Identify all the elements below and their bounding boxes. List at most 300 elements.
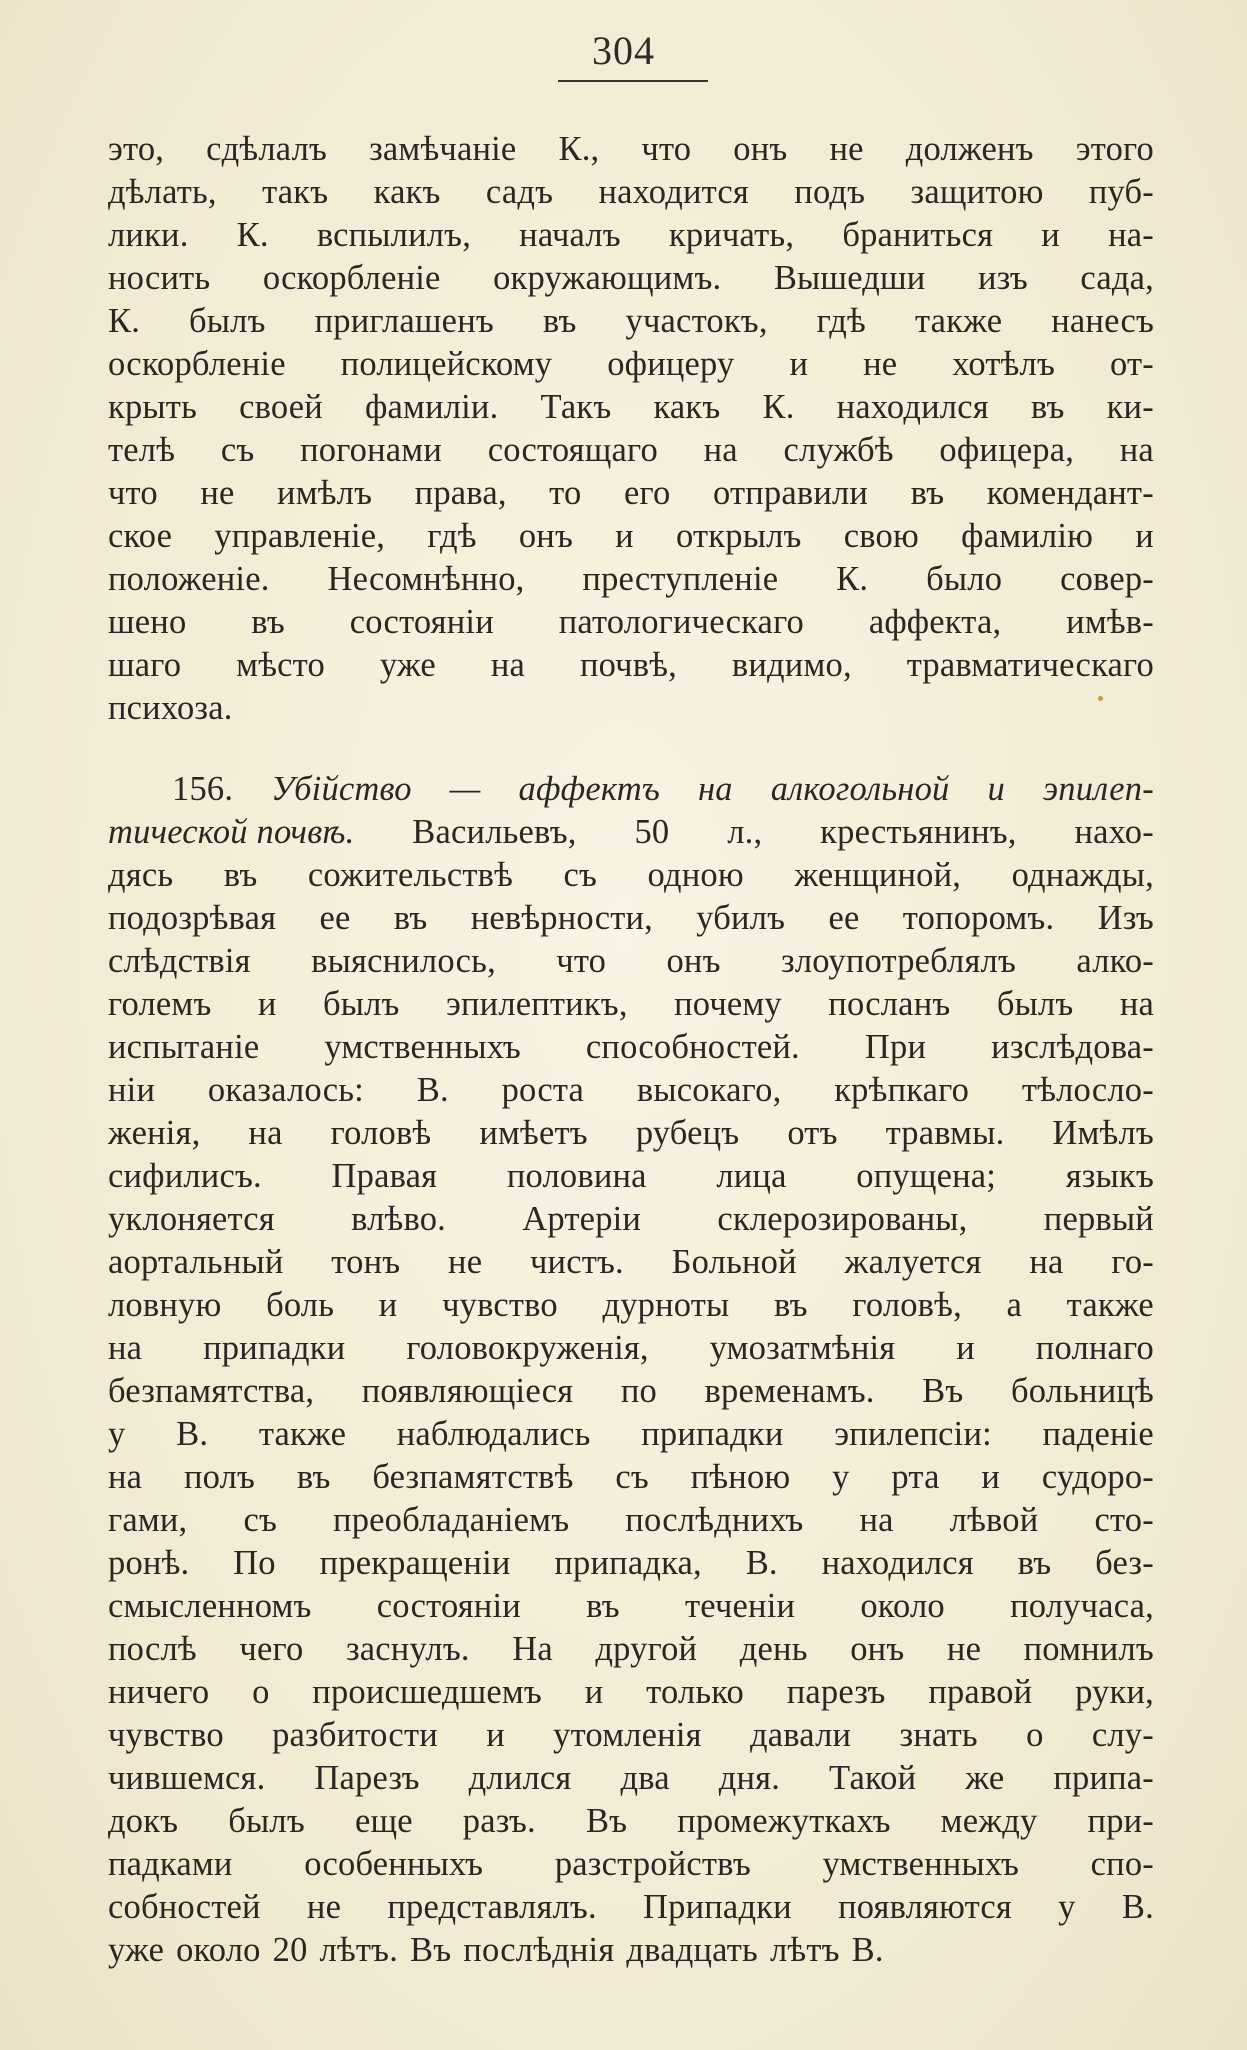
word: лѣтъ. <box>319 1931 399 1969</box>
word: При <box>864 1028 927 1066</box>
word: также <box>258 1415 347 1453</box>
word: онъ <box>850 1630 905 1668</box>
word: эпилепсіи: <box>834 1415 992 1453</box>
word: гдѣ <box>427 517 477 555</box>
word: въ <box>223 856 258 894</box>
word: съ <box>243 1501 277 1539</box>
word: По <box>233 1544 276 1582</box>
word: тонъ <box>331 1243 401 1281</box>
word: изъ <box>977 259 1028 297</box>
word: спо- <box>1090 1845 1154 1883</box>
word: въ <box>586 1587 620 1625</box>
word: по <box>620 1372 657 1410</box>
word: полъ <box>183 1458 256 1496</box>
word: разъ. <box>462 1802 536 1840</box>
word: шаго <box>108 646 182 684</box>
word: два <box>620 1759 670 1797</box>
word: топоромъ. <box>902 899 1055 937</box>
word: одною <box>647 856 744 894</box>
word: разбитости <box>272 1716 438 1754</box>
word: дня. <box>718 1759 781 1797</box>
word: не <box>448 1243 483 1281</box>
word: имѣлъ <box>277 474 373 512</box>
word: отправили <box>712 474 869 512</box>
text-line <box>108 854 1154 897</box>
word: К. <box>236 216 269 254</box>
word: только <box>646 1673 744 1711</box>
text-line <box>108 429 1154 472</box>
word: имѣв- <box>1066 603 1154 641</box>
word: въ <box>393 899 428 937</box>
text-line <box>108 171 1154 214</box>
word: патологическаго <box>558 603 805 641</box>
word: на <box>859 1501 894 1539</box>
word: состояніи <box>349 603 494 641</box>
word: почему <box>674 985 782 1023</box>
word: языкъ <box>1065 1157 1154 1195</box>
word: безпамятства, <box>108 1372 315 1410</box>
word: аортальный <box>108 1243 284 1281</box>
word: лики. <box>108 216 189 254</box>
word: — <box>449 770 481 808</box>
word: послѣднихъ <box>625 1501 804 1539</box>
word: службѣ <box>783 431 894 469</box>
text-line <box>108 214 1154 257</box>
word: аффектъ <box>518 770 660 808</box>
word: крестьянинъ, <box>820 813 1017 851</box>
word: въ <box>296 1458 331 1496</box>
word: Въ <box>922 1372 964 1410</box>
word: головѣ, <box>852 1286 962 1324</box>
word: управленіе, <box>214 517 386 555</box>
text-line <box>108 386 1154 429</box>
word: испытаніе <box>108 1028 260 1066</box>
word: съ <box>615 1458 649 1496</box>
text-line <box>108 1413 1154 1456</box>
word: Вышедши <box>773 259 926 297</box>
word: чувство <box>108 1716 224 1754</box>
word: безпамятствѣ <box>372 1458 574 1496</box>
word: без- <box>1095 1544 1154 1582</box>
text-line <box>108 1714 1154 1757</box>
word: было <box>926 560 1003 598</box>
word: ее <box>828 899 860 937</box>
word: лѣвой <box>949 1501 1039 1539</box>
word: также <box>1066 1286 1154 1324</box>
word: двадцать <box>626 1931 758 1969</box>
word: Правая <box>331 1157 438 1195</box>
text-line <box>108 1757 1154 1800</box>
word: докъ <box>108 1802 179 1840</box>
word: началъ <box>519 216 621 254</box>
ink-speck <box>1098 696 1103 701</box>
word: что <box>641 130 692 168</box>
word: погонами <box>300 431 443 469</box>
word: психоза. <box>108 689 233 727</box>
word: нахо- <box>1074 813 1154 851</box>
word: въ <box>251 603 285 641</box>
word: гдѣ <box>816 302 866 340</box>
word: то <box>549 474 582 512</box>
word: другой <box>595 1630 698 1668</box>
word: давали <box>750 1716 852 1754</box>
word: какъ <box>373 173 441 211</box>
word: совер- <box>1060 560 1154 598</box>
word: боль <box>266 1286 335 1324</box>
word: между <box>940 1802 1038 1840</box>
word: чувство <box>442 1286 558 1324</box>
word: сада, <box>1080 259 1154 297</box>
word: ловную <box>108 1286 222 1324</box>
word: подъ <box>794 173 866 211</box>
word: не <box>863 345 898 383</box>
text-line <box>108 811 1154 854</box>
word: полнаго <box>1035 1329 1154 1367</box>
word: на <box>697 770 733 808</box>
word: утомленія <box>553 1716 702 1754</box>
text-line <box>108 1800 1154 1843</box>
word: открылъ <box>676 517 802 555</box>
word: крѣпкаго <box>834 1071 970 1109</box>
word: браниться <box>842 216 994 254</box>
word: големъ <box>108 985 212 1023</box>
word: и <box>486 1716 505 1754</box>
word: умственныхъ <box>822 1845 1019 1883</box>
word: прекращеніи <box>319 1544 511 1582</box>
text-line <box>108 940 1154 983</box>
word: и <box>1041 216 1060 254</box>
word: появляющіеся <box>361 1372 574 1410</box>
word: находился <box>836 388 989 426</box>
word: у <box>832 1458 850 1496</box>
word: о <box>252 1673 270 1711</box>
word: же <box>965 1759 1005 1797</box>
word: К. <box>836 560 869 598</box>
word: телѣ <box>108 431 176 469</box>
text-line <box>108 1886 1154 1929</box>
word: съ <box>563 856 598 894</box>
word: въ <box>774 1286 808 1324</box>
section-title-end: тической почвѣ. <box>108 813 355 851</box>
paragraph-case-k <box>108 128 1154 730</box>
word: и <box>378 1286 398 1324</box>
word: преобладаніемъ <box>333 1501 570 1539</box>
word: алко- <box>1076 942 1154 980</box>
word: эпилептикъ, <box>445 985 628 1023</box>
word: Парезъ <box>314 1759 420 1797</box>
word: Убійство <box>271 770 412 808</box>
word: такъ <box>262 173 329 211</box>
word: 156. <box>172 770 234 808</box>
word: комендант- <box>986 474 1154 512</box>
word: у <box>1058 1888 1076 1926</box>
text-line <box>108 1671 1154 1714</box>
word: при- <box>1087 1802 1154 1840</box>
word: припа- <box>1053 1759 1154 1797</box>
word: пуб- <box>1088 173 1154 211</box>
word: носить <box>108 259 211 297</box>
word: хотѣлъ <box>952 345 1056 383</box>
word: Въ <box>410 1931 452 1969</box>
word: въ <box>910 474 945 512</box>
word: въ <box>1017 1544 1052 1582</box>
word: припадки <box>641 1415 784 1453</box>
word: еще <box>354 1802 413 1840</box>
word: не <box>829 130 864 168</box>
word: алкогольной <box>770 770 950 808</box>
word: жалуется <box>844 1243 982 1281</box>
word: и <box>956 1329 975 1367</box>
word: почвѣ, <box>579 646 677 684</box>
word: получаса, <box>1010 1587 1154 1625</box>
word: на <box>1119 985 1154 1023</box>
word: былъ <box>996 985 1074 1023</box>
word: о <box>1026 1716 1044 1754</box>
word: чистъ. <box>530 1243 624 1281</box>
text-line <box>108 300 1154 343</box>
word: ское <box>108 517 173 555</box>
word: этого <box>1075 130 1154 168</box>
word: фамилію <box>961 517 1094 555</box>
word: теченіи <box>685 1587 796 1625</box>
word: от- <box>1109 345 1154 383</box>
word: рубецъ <box>635 1114 740 1152</box>
word: съ <box>220 431 255 469</box>
text-line <box>108 257 1154 300</box>
word: у <box>108 1415 126 1453</box>
word: рта <box>891 1458 940 1496</box>
text-line <box>108 343 1154 386</box>
word: способностей. <box>585 1028 800 1066</box>
word: В. <box>1121 1888 1154 1926</box>
word: головѣ <box>330 1114 432 1152</box>
word: какъ <box>653 388 721 426</box>
word: В. <box>416 1071 449 1109</box>
word: былъ <box>322 985 400 1023</box>
word: смысленномъ <box>108 1587 312 1625</box>
page-number-rule <box>558 80 708 82</box>
word: однажды, <box>1011 856 1154 894</box>
text-line <box>108 1585 1154 1628</box>
text-line <box>108 1499 1154 1542</box>
word: ніи <box>108 1071 156 1109</box>
word: сифилисъ. <box>108 1157 262 1195</box>
word: послѣ <box>108 1630 197 1668</box>
word: на- <box>1108 216 1154 254</box>
word: Такъ <box>540 388 612 426</box>
word: Больной <box>671 1243 797 1281</box>
word: полицейскому <box>340 345 553 383</box>
word: фамиліи. <box>364 388 499 426</box>
word: его <box>623 474 671 512</box>
word: подозрѣвая <box>108 899 277 937</box>
word: около <box>860 1587 945 1625</box>
word: правой <box>928 1673 1033 1711</box>
word: нанесъ <box>1051 302 1154 340</box>
text-line <box>108 601 1154 644</box>
word: и <box>987 770 1005 808</box>
word: оскорбленіе <box>262 259 441 297</box>
word: женія, <box>108 1114 201 1152</box>
word: и <box>257 985 277 1023</box>
word: приглашенъ <box>314 302 494 340</box>
word: На <box>512 1630 553 1668</box>
word: лица <box>716 1157 787 1195</box>
word: а <box>1006 1286 1023 1324</box>
word: онъ <box>518 517 573 555</box>
word: не <box>306 1888 342 1926</box>
word: дясь <box>108 856 174 894</box>
word: на <box>248 1114 283 1152</box>
word: оказалось: <box>207 1071 364 1109</box>
paragraph-case-156 <box>108 768 1154 1972</box>
word: наблюдались <box>396 1415 591 1453</box>
word: припадки <box>203 1329 346 1367</box>
text-line <box>108 1628 1154 1671</box>
text-line <box>108 1370 1154 1413</box>
word: парезъ <box>786 1673 886 1711</box>
word: вспылилъ, <box>316 216 472 254</box>
word: больницѣ <box>1010 1372 1154 1410</box>
word: не <box>200 474 235 512</box>
word: чившемся. <box>108 1759 266 1797</box>
word: имѣетъ <box>479 1114 588 1152</box>
word: офицеру <box>607 345 735 383</box>
word: ничего <box>108 1673 210 1711</box>
word: находится <box>598 173 749 211</box>
word: особенныхъ <box>304 1845 484 1883</box>
word: на <box>703 431 738 469</box>
word: преступленіе <box>582 560 779 598</box>
word: въ <box>1030 388 1065 426</box>
word: го- <box>1111 1243 1154 1281</box>
word: не <box>946 1630 982 1668</box>
word: судоро- <box>1041 1458 1154 1496</box>
word: и <box>981 1458 1001 1496</box>
text-line <box>108 1069 1154 1112</box>
text-line <box>108 1155 1154 1198</box>
word: высокаго, <box>636 1071 782 1109</box>
text-line <box>108 515 1154 558</box>
word: права, <box>414 474 507 512</box>
word: изслѣдова- <box>991 1028 1154 1066</box>
word: склерозированы, <box>717 1200 968 1238</box>
word: эпилеп- <box>1042 770 1154 808</box>
word: на <box>1119 431 1154 469</box>
word: день <box>739 1630 808 1668</box>
word: помнилъ <box>1023 1630 1154 1668</box>
word: Несомнѣнно, <box>327 560 525 598</box>
word: женщиной, <box>794 856 962 894</box>
word: длился <box>468 1759 572 1797</box>
word: и <box>615 517 634 555</box>
word: представлялъ. <box>387 1888 597 1926</box>
text-line <box>108 687 1154 730</box>
word: падками <box>108 1845 233 1883</box>
word: Припадки <box>643 1888 792 1926</box>
word: защитою <box>910 173 1044 211</box>
word: ее <box>319 899 351 937</box>
word: онъ <box>733 130 788 168</box>
word: шено <box>108 603 187 641</box>
word: на <box>490 646 526 684</box>
word: кричать, <box>668 216 795 254</box>
word: невѣрности, <box>470 899 654 937</box>
word: 20 <box>272 1931 308 1969</box>
text-line <box>108 1198 1154 1241</box>
word: состоящаго <box>487 431 658 469</box>
word: что <box>108 474 158 512</box>
word: роста <box>501 1071 585 1109</box>
word: травматическаго <box>906 646 1154 684</box>
word: былъ <box>189 302 266 340</box>
word: чего <box>239 1630 304 1668</box>
word: К. <box>762 388 795 426</box>
word: К., <box>558 130 600 168</box>
word: послѣднія <box>463 1931 615 1969</box>
word: на <box>1029 1243 1064 1281</box>
word: В. <box>745 1544 778 1582</box>
word: злоупотреблялъ <box>781 942 1016 980</box>
word: выяснилось, <box>311 942 496 980</box>
word: сто- <box>1094 1501 1154 1539</box>
word: былъ <box>228 1802 305 1840</box>
word: и <box>584 1673 604 1711</box>
text-line <box>108 1327 1154 1370</box>
word: слѣдствія <box>108 942 251 980</box>
text-line <box>108 768 1154 811</box>
word: Такой <box>829 1759 917 1797</box>
word: на <box>108 1329 143 1367</box>
word: сдѣлалъ <box>206 130 328 168</box>
word: находился <box>821 1544 974 1582</box>
word: половина <box>506 1157 647 1195</box>
word: это, <box>108 130 165 168</box>
word: происшедшемъ <box>312 1673 542 1711</box>
text-line <box>108 983 1154 1026</box>
word: промежуткахъ <box>677 1802 891 1840</box>
word: В. <box>176 1415 209 1453</box>
word: окружающимъ. <box>493 259 722 297</box>
word: разстройствъ <box>554 1845 751 1883</box>
word: появляются <box>838 1888 1012 1926</box>
word: положеніе. <box>108 560 270 598</box>
word: временамъ. <box>704 1372 875 1410</box>
word: ки- <box>1106 388 1154 426</box>
word: травмы. <box>885 1114 1005 1152</box>
word: свою <box>843 517 919 555</box>
word: дурноты <box>602 1286 730 1324</box>
text-line <box>108 558 1154 601</box>
word: ронѣ. <box>108 1544 190 1582</box>
word: Изъ <box>1097 899 1154 937</box>
word: умозатмѣнія <box>709 1329 896 1367</box>
word: умственныхъ <box>324 1028 521 1066</box>
word: первый <box>1043 1200 1154 1238</box>
word: уже <box>108 1931 165 1969</box>
word: опущена; <box>856 1157 997 1195</box>
word: руки, <box>1075 1673 1154 1711</box>
word: около <box>176 1931 261 1969</box>
word: тѣлосло- <box>1021 1071 1154 1109</box>
text-line <box>108 644 1154 687</box>
word: долженъ <box>905 130 1034 168</box>
word: сожительствѣ <box>307 856 514 894</box>
word: мѣсто <box>236 646 325 684</box>
word: знать <box>899 1716 978 1754</box>
page-number: 304 <box>592 28 655 73</box>
text-line <box>108 1284 1154 1327</box>
